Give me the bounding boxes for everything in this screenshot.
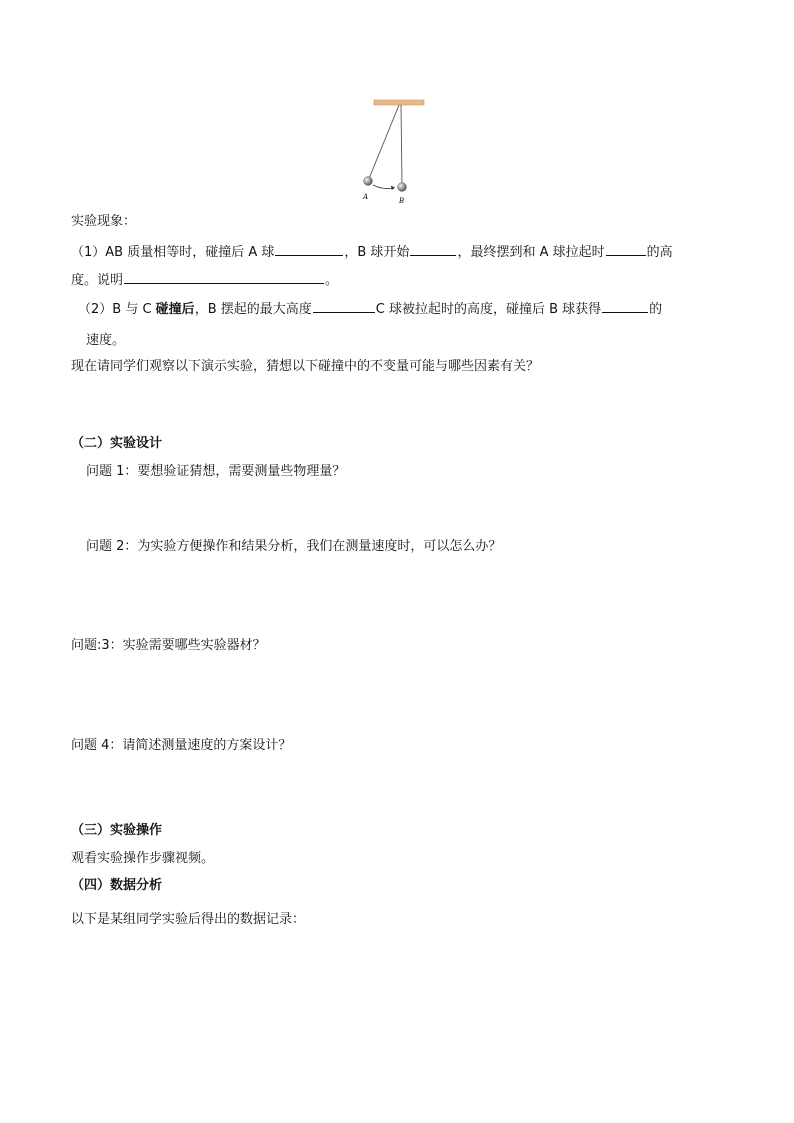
ball-b	[398, 183, 407, 192]
answer-blank-explanation[interactable]	[124, 269, 324, 284]
answer-blank-b-ball[interactable]	[410, 241, 456, 256]
label-a: A	[363, 193, 369, 201]
question-3: 问题:3：实验需要哪些实验器材？	[71, 638, 266, 653]
section-4-heading: （四）数据分析	[71, 878, 163, 893]
observation-line-1	[71, 241, 673, 262]
section-2-heading: （二）实验设计	[71, 436, 163, 451]
observation-line-3-part-3: C 球被拉起时的高度，碰撞后 B 球获得	[375, 302, 602, 317]
observation-line-1-part-4: 的高	[646, 245, 673, 260]
observation-heading: 实验现象：	[71, 214, 137, 229]
observation-line-4: 速度。	[86, 333, 126, 348]
swing-arrowhead	[391, 186, 395, 190]
ceiling-support	[374, 100, 424, 105]
label-b: B	[399, 197, 405, 205]
observation-line-2	[71, 269, 338, 290]
section-4-text: 以下是某组同学实验后得出的数据记录：	[71, 912, 306, 927]
observation-line-1-part-1: （1）AB 质量相等时，碰撞后 A 球	[71, 245, 275, 260]
ball-a	[364, 177, 373, 186]
observation-line-1-part-3: ，最终摆到和 A 球拉起时	[457, 245, 605, 260]
observation-line-1-part-2: ，B 球开始	[344, 245, 410, 260]
swing-arrow	[373, 185, 393, 189]
observation-line-2-part-2: 。	[325, 273, 339, 288]
observation-line-3-part-4: 的	[649, 302, 663, 317]
answer-blank-max-height[interactable]	[313, 298, 375, 313]
observation-line-2-part-1: 度。说明	[71, 273, 124, 288]
observation-line-3	[78, 298, 662, 319]
observation-line-3-part-2: ，B 摆起的最大高度	[194, 302, 312, 317]
question-1: 问题 1：要想验证猜想，需要测量些物理量？	[86, 464, 346, 479]
pendulum-collision-figure	[355, 95, 445, 210]
question-4: 问题 4：请简述测量速度的方案设计？	[71, 738, 292, 753]
string-b	[401, 105, 402, 186]
section-3-heading: （三）实验操作	[71, 823, 163, 838]
observation-line-3-part-1: （2）B 与 C	[78, 302, 156, 317]
intro-question: 现在请同学们观察以下演示实验，猜想以下碰撞中的不变量可能与哪些因素有关？	[71, 359, 540, 374]
section-3-text: 观看实验操作步骤视频。	[71, 851, 215, 866]
answer-blank-height[interactable]	[606, 241, 646, 256]
answer-blank-velocity[interactable]	[602, 298, 648, 313]
answer-blank-a-ball[interactable]	[275, 241, 343, 256]
string-a	[368, 105, 399, 181]
observation-line-3-bold: 碰撞后	[155, 302, 195, 317]
question-2: 问题 2：为实验方便操作和结果分析，我们在测量速度时，可以怎么办？	[86, 539, 502, 554]
